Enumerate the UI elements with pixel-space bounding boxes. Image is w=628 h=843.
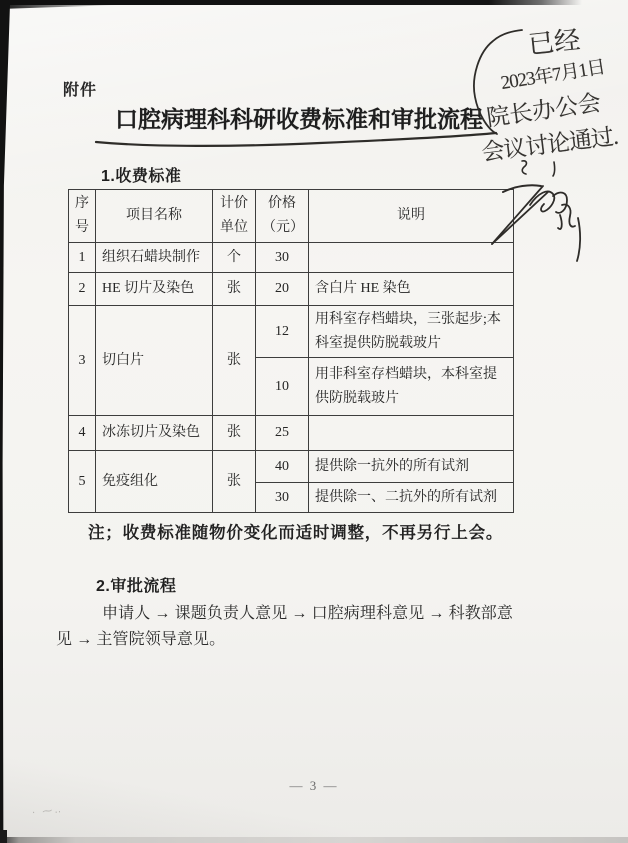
approval-flow-line1: 申请人 → 课题负责人意见 → 口腔病理科意见 → 科教部意	[102, 605, 514, 622]
scan-edge-left	[0, 0, 13, 843]
handwriting-tick-mark	[522, 161, 526, 174]
cell-item: HE 切片及染色	[96, 273, 213, 306]
cell-desc: 含白片 HE 染色	[309, 273, 514, 306]
cell-price: 40	[256, 451, 309, 483]
document-title: 口腔病理科科研收费标准和审批流程	[115, 106, 483, 132]
cell-item: 切白片	[96, 306, 213, 416]
handwritten-note-line4: 会议讨论通过.	[480, 123, 620, 166]
cell-no: 1	[69, 243, 96, 273]
cell-unit: 张	[213, 306, 256, 416]
cell-item: 免疫组化	[96, 451, 213, 513]
cell-no: 3	[69, 306, 96, 416]
table-row	[69, 451, 514, 483]
approval-process-heading: 2.审批流程	[96, 578, 177, 595]
cell-desc	[309, 416, 514, 451]
fee-table	[68, 189, 514, 513]
pencil-smudge: · ⁓‥	[31, 803, 64, 820]
cell-desc: 提供除一抗外的所有试剂	[309, 451, 514, 483]
fee-standards-heading: 1.收费标准	[101, 168, 182, 185]
cell-no: 4	[69, 416, 96, 451]
header-desc: 说明	[309, 190, 514, 243]
handwritten-note-line3: 院长办公会	[485, 90, 603, 131]
header-no: 序号	[69, 190, 96, 243]
cell-price: 25	[256, 416, 309, 451]
cell-item: 冰冻切片及染色	[96, 416, 213, 451]
cell-no: 2	[69, 273, 96, 306]
header-price: 价格（元）	[256, 190, 309, 243]
cell-price: 10	[256, 358, 309, 416]
table-header-row	[69, 190, 514, 243]
cell-desc: 提供除一、二抗外的所有试剂	[309, 483, 514, 513]
cell-unit: 张	[213, 416, 256, 451]
handwritten-note-line2: 2023年7月1日	[499, 56, 607, 95]
table-row	[69, 306, 514, 358]
cell-unit: 个	[213, 243, 256, 273]
attachment-label: 附件	[63, 82, 98, 99]
table-row	[69, 416, 514, 451]
table-row	[69, 243, 514, 273]
fee-note: 注；收费标准随物价变化而适时调整，不再另行上会。	[88, 524, 504, 542]
scan-edge-bottom	[0, 837, 628, 843]
cell-price: 30	[256, 243, 309, 273]
title-underline-stroke	[96, 133, 496, 146]
table-row	[69, 273, 514, 306]
handwriting-tick-mark	[553, 162, 555, 176]
scan-corner-bottom-left	[0, 830, 7, 843]
cell-unit: 张	[213, 451, 256, 513]
cell-price: 30	[256, 483, 309, 513]
handwritten-note-line1: 已经	[526, 25, 582, 60]
cell-desc: 用科室存档蜡块，三张起步;本科室提供防脱载玻片	[309, 306, 514, 358]
cell-desc	[309, 243, 514, 273]
cell-item: 组织石蜡块制作	[96, 243, 213, 273]
header-unit: 计价单位	[213, 190, 256, 243]
cell-desc: 用非科室存档蜡块，本科室提供防脱载玻片	[309, 358, 514, 416]
cell-price: 12	[256, 306, 309, 358]
header-item: 项目名称	[96, 190, 213, 243]
approval-flow-line2: 见 → 主管院领导意见。	[56, 631, 226, 648]
cell-no: 5	[69, 451, 96, 513]
cell-price: 20	[256, 273, 309, 306]
page-number: — 3 —	[289, 778, 339, 793]
scan-edge-top	[0, 0, 582, 5]
cell-unit: 张	[213, 273, 256, 306]
scan-edge-top-wedge	[0, 5, 120, 9]
